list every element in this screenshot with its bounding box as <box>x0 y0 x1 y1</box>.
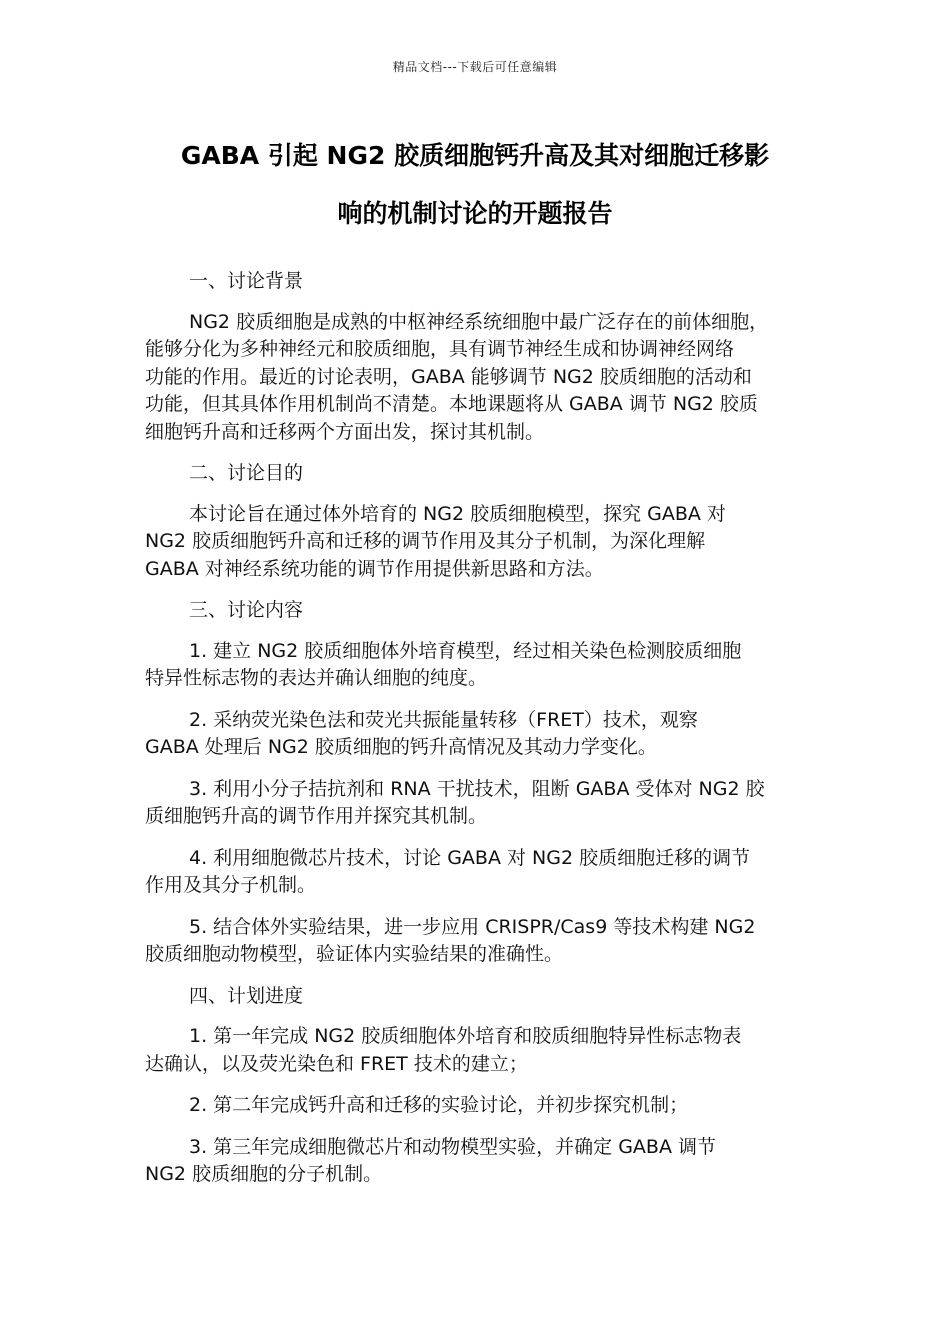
list-item-line: 达确认，以及荧光染色和 FRET 技术的建立； <box>145 1052 528 1075</box>
section-heading-purpose: 二、讨论目的 <box>189 462 304 484</box>
list-item <box>145 776 810 831</box>
list-item-line: 1. 第一年完成 NG2 胶质细胞体外培育和胶质细胞特异性标志物表 <box>189 1025 742 1047</box>
list-item-line: 特异性标志物的表达并确认细胞的纯度。 <box>145 667 488 689</box>
list-item <box>145 1092 810 1120</box>
list-item-line: NG2 胶质细胞的分子机制。 <box>145 1163 383 1185</box>
list-item-line: 4. 利用细胞微芯片技术，讨论 GABA 对 NG2 胶质细胞迁移的调节 <box>189 846 751 869</box>
list-item <box>145 1134 810 1189</box>
document-body <box>145 268 810 1203</box>
section-heading-content: 三、讨论内容 <box>189 599 304 621</box>
list-item <box>145 1023 810 1078</box>
list-item <box>145 707 810 762</box>
paragraph-purpose <box>145 501 810 584</box>
list-item-line: 3. 利用小分子拮抗剂和 RNA 干扰技术，阻断 GABA 受体对 NG2 胶 <box>189 777 765 800</box>
list-item-line: 1. 建立 NG2 胶质细胞体外培育模型，经过相关染色检测胶质细胞 <box>189 639 742 662</box>
list-item-line: 3. 第三年完成细胞微芯片和动物模型实验，并确定 GABA 调节 <box>189 1135 717 1158</box>
list-item-line: GABA 处理后 NG2 胶质细胞的钙升高情况及其动力学变化。 <box>145 736 657 758</box>
paragraph-background <box>145 309 810 447</box>
paragraph-line: 细胞钙升高和迁移两个方面出发，探讨其机制。 <box>145 420 545 443</box>
list-item <box>145 914 810 969</box>
title-line-2: 响的机制讨论的开题报告 <box>337 199 613 228</box>
list-item-line: 2. 采纳荧光染色法和荧光共振能量转移（FRET）技术，观察 <box>189 708 698 731</box>
list-item-line: 2. 第二年完成钙升高和迁移的实验讨论，并初步探究机制； <box>189 1094 689 1116</box>
paragraph-line: GABA 对神经系统功能的调节作用提供新思路和方法。 <box>145 557 604 580</box>
paragraph-line: NG2 胶质细胞是成熟的中枢神经系统细胞中最广泛存在的前体细胞， <box>189 310 769 333</box>
section-heading-background: 一、讨论背景 <box>189 270 304 292</box>
paragraph-line: 功能，但其具体作用机制尚不清楚。本地课题将从 GABA 调节 NG2 胶质 <box>145 393 758 415</box>
paragraph-line: NG2 胶质细胞钙升高和迁移的调节作用及其分子机制，为深化理解 <box>145 530 706 552</box>
paragraph-line: 本讨论旨在通过体外培育的 NG2 胶质细胞模型，探究 GABA 对 <box>189 502 726 525</box>
paragraph-line: 功能的作用。最近的讨论表明，GABA 能够调节 NG2 胶质细胞的活动和 <box>145 365 752 388</box>
header-note: 精品文档---下载后可任意编辑 <box>392 60 558 74</box>
list-item-line: 作用及其分子机制。 <box>145 874 317 896</box>
list-item <box>145 845 810 900</box>
list-item-line: 5. 结合体外实验结果，进一步应用 CRISPR/Cas9 等技术构建 NG2 <box>189 915 756 938</box>
list-item-line: 质细胞钙升高的调节作用并探究其机制。 <box>145 805 488 827</box>
list-item <box>145 638 810 693</box>
section-heading-schedule: 四、计划进度 <box>189 984 304 1007</box>
list-item-line: 胶质细胞动物模型，验证体内实验结果的准确性。 <box>145 943 564 965</box>
title-line-1: GABA 引起 NG2 胶质细胞钙升高及其对细胞迁移影 <box>180 141 770 170</box>
paragraph-line: 能够分化为多种神经元和胶质细胞，具有调节神经生成和协调神经网络 <box>145 338 735 360</box>
